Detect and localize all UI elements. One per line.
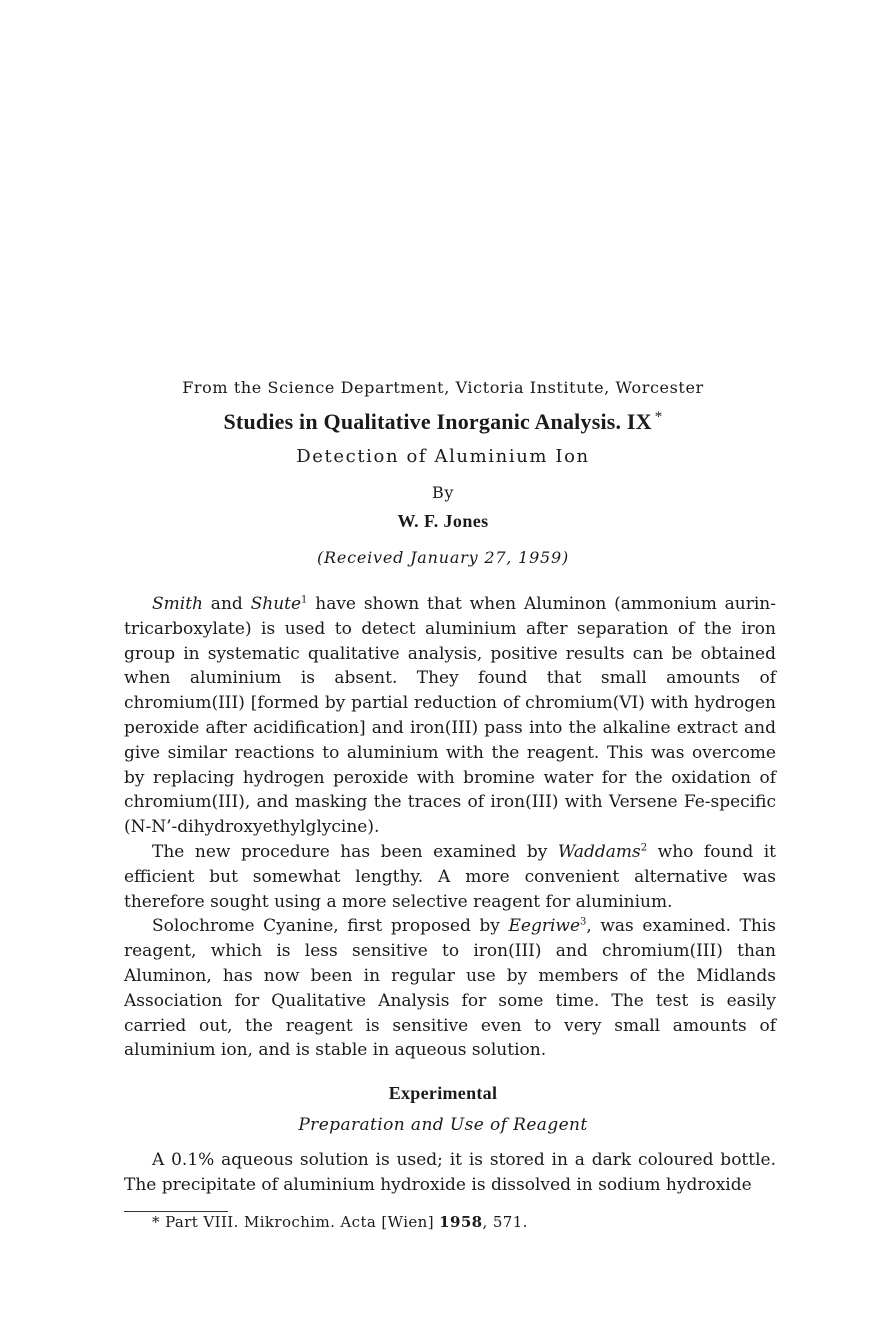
author-ref-waddams: Waddams [557, 841, 641, 862]
citation-1: 1 [301, 594, 308, 606]
paragraph-4: A 0.1% aqueous solution is used; it is stored in a dark coloured bottle. The precipitate of aluminium hydroxide is dissolved in sodium hydroxide [124, 1150, 776, 1195]
footnote-mark: * [152, 1213, 160, 1231]
affiliation: From the Science Department, Victoria Institute, Worcester [182, 378, 704, 397]
section-heading: Experimental [388, 1083, 498, 1103]
intro-body [124, 592, 776, 1063]
title-footnote-mark: * [654, 409, 663, 425]
paragraph-3-after: , was examined. This reagent, which is less sensitive to iron(III) and chromium(III) than Aluminon, has now been in regular use by members of the Midlands Association for Qualitative Analysis for some time. The test is easily carried out, the reagent is sensitive even to very small amounts of aluminium ion, and is stable in aqueous solution. [124, 916, 776, 1061]
citation-3: 3 [580, 916, 587, 928]
article-title [0, 409, 886, 435]
paragraph-1 [124, 592, 776, 840]
paragraph-2-before: The new procedure has been examined by [152, 841, 558, 862]
received-date: (Received January 27, 1959) [316, 548, 570, 567]
paragraph-2 [124, 840, 776, 914]
experimental-body [124, 1148, 776, 1198]
article-subtitle: Detection of Aluminium Ion [296, 446, 590, 467]
paragraph-1-and: and [202, 594, 251, 614]
paragraph-3 [124, 914, 776, 1063]
paragraph-3-before: Solochrome Cyanine, first proposed by [152, 916, 509, 937]
author-name: W. F. Jones [397, 511, 489, 531]
citation-2: 2 [640, 842, 648, 854]
author-ref-smith: Smith [152, 594, 203, 614]
footnote-divider [124, 1211, 228, 1212]
title-text: Studies in Qualitative Inorganic Analysis. IX [223, 409, 652, 434]
paragraph-2-after: who found it efficient but somewhat lengthy. A more convenient alternative was therefore sought using a more selective reagent for aluminium. [124, 841, 776, 912]
footnote-year: 1958 [439, 1213, 483, 1231]
author-ref-shute: Shute [250, 594, 302, 614]
footnote [152, 1213, 528, 1231]
section-subheading: Preparation and Use of Reagent [298, 1115, 588, 1135]
footnote-page: , 571. [482, 1213, 528, 1231]
byline: By [432, 483, 454, 502]
footnote-text: Part VIII. Mikrochim. Acta [Wien] [165, 1213, 434, 1231]
paragraph-1-text: have shown that when Aluminon (ammonium aurin-tricarboxylate) is used to detect aluminium after separation of the iron group in systematic qualitative analysis, positive results can be obtained when aluminium is absent. They found that small amounts of chromium(III) [formed by partial reduction of chromium(VI) with hydrogen peroxide after acidification] and iron(III) pass into the alkaline extract and give similar reactions to aluminium with the reagent. This was overcome by replacing hydrogen peroxide with bromine water for the oxidation of chromium(III), and masking the traces of iron(III) with Versene Fe-specific (N-N’-dihydroxyethylglycine). [124, 594, 776, 838]
author-ref-eegriwe: Eegriwe [508, 916, 581, 937]
